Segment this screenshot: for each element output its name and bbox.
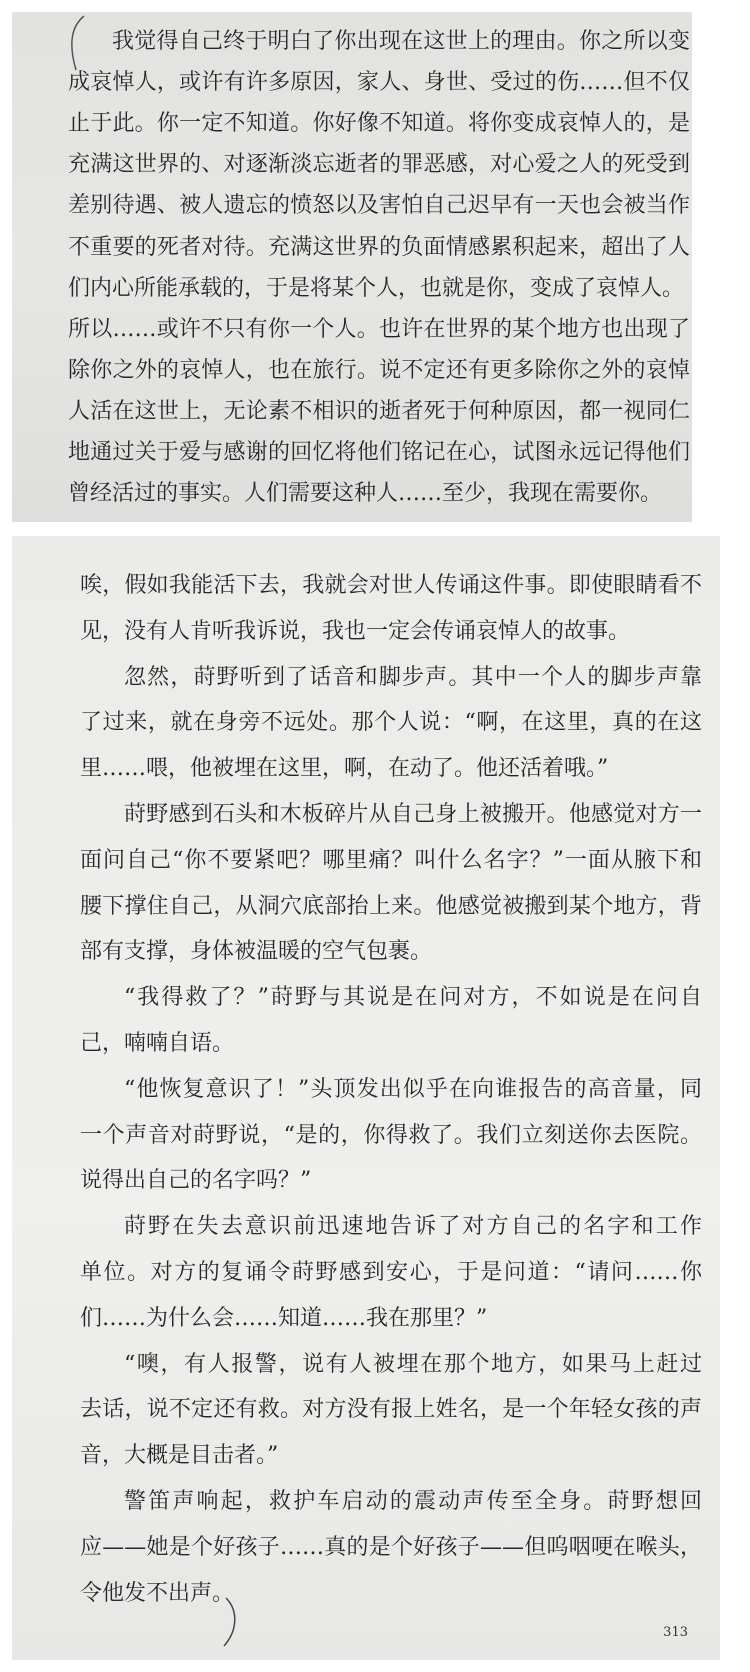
text-line: 成哀悼人，或许有许多原因，家人、身世、受过的伤……但不仅 <box>68 70 690 96</box>
text-line: 们内心所能承载的，于是将某个人，也就是你，变成了哀悼人。 <box>68 275 685 301</box>
text-line: 里……喂，他被埋在这里，啊，在动了。他还活着哦。” <box>80 756 609 782</box>
text-line: 见，没有人肯听我诉说，我也一定会传诵哀悼人的故事。 <box>80 618 631 644</box>
text-line: 地通过关于爱与感谢的回忆将他们铭记在心，试图永远记得他们 <box>68 440 690 465</box>
text-line: 人活在这世上，无论素不相识的逝者死于何种原因，都一视同仁 <box>68 398 690 424</box>
text-line: “噢，有人报警，说有人被埋在那个地方，如果马上赶过 <box>124 1351 702 1377</box>
text-line: “他恢复意识了！”头顶发出似乎在向谁报告的高音量，同 <box>124 1076 702 1102</box>
text-line: 己，喃喃自语。 <box>80 1031 235 1056</box>
book-page-excerpt-1 <box>12 12 692 522</box>
text-line: 唉，假如我能活下去，我就会对世人传诵这件事。即使眼睛看不 <box>80 573 702 598</box>
text-line: 莳野感到石头和木板碎片从自己身上被搬开。他感觉对方一 <box>124 802 702 827</box>
text-line: 部有支撑，身体被温暖的空气包裹。 <box>80 939 433 965</box>
text-line: 应——她是个好孩子……真的是个好孩子——但呜咽哽在喉头， <box>80 1534 702 1560</box>
text-line: 莳野在失去意识前迅速地告诉了对方自己的名字和工作 <box>124 1214 702 1240</box>
text-line: 了过来，就在身旁不远处。那个人说：“啊，在这里，真的在这 <box>80 710 702 736</box>
text-line: 我觉得自己终于明白了你出现在这世上的理由。你之所以变 <box>112 29 690 54</box>
text-line: 一个声音对莳野说，“是的，你得救了。我们立刻送你去医院。 <box>80 1122 702 1148</box>
text-line: 腰下撑住自己，从洞穴底部抬上来。他感觉被搬到某个地方，背 <box>80 893 702 919</box>
text-line: 们……为什么会……知道……我在那里？” <box>80 1305 488 1331</box>
text-line: 说得出自己的名字吗？” <box>80 1168 312 1194</box>
text-line: 令他发不出声。 <box>80 1580 235 1606</box>
text-line: 面问自己“你不要紧吧？哪里痛？叫什么名字？”一面从腋下和 <box>80 847 702 873</box>
text-line: 曾经活过的事实。人们需要这种人……至少，我现在需要你。 <box>68 481 663 507</box>
page-number: 313 <box>663 1625 688 1640</box>
text-line: 不重要的死者对待。充满这世界的负面情感累积起来，超出了人 <box>68 234 690 260</box>
text-line: 所以……或许不只有你一个人。也许在世界的某个地方也出现了 <box>68 316 690 342</box>
text-line: 音，大概是目击者。” <box>80 1443 279 1469</box>
text-line: 止于此。你一定不知道。你好像不知道。将你变成哀悼人的，是 <box>68 111 690 137</box>
text-line: 警笛声响起，救护车启动的震动声传至全身。莳野想回 <box>124 1489 702 1514</box>
text-line: 除你之外的哀悼人，也在旅行。说不定还有更多除你之外的哀悼 <box>68 357 690 383</box>
text-line: “我得救了？”莳野与其说是在问对方，不如说是在问自 <box>124 985 702 1011</box>
text-line: 忽然，莳野听到了话音和脚步声。其中一个人的脚步声靠 <box>124 664 702 690</box>
book-page-excerpt-2 <box>12 536 720 1660</box>
text-line: 单位。对方的复诵令莳野感到安心，于是问道：“请问……你 <box>80 1260 702 1285</box>
text-line: 差别待遇、被人遗忘的愤怒以及害怕自己迟早有一天也会被当作 <box>68 193 690 219</box>
text-line: 充满这世界的、对逐渐淡忘逝者的罪恶感，对心爱之人的死受到 <box>68 152 690 178</box>
text-line: 去话，说不定还有救。对方没有报上姓名，是一个年轻女孩的声 <box>80 1397 702 1423</box>
